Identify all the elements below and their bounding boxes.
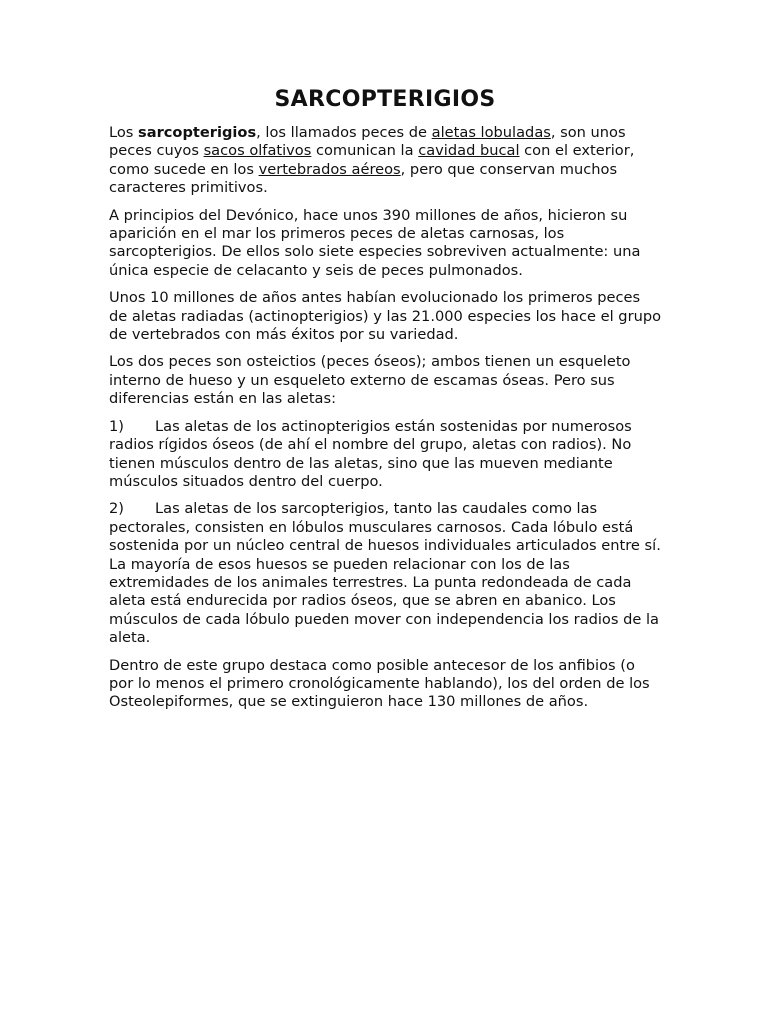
paragraph-actinopterigios: Unos 10 millones de años antes habían evolucionado los primeros peces de aletas radiadas (actinopterigios) y las 21.000 especies los hace el grupo de vertebrados con más éxitos por su variedad. [109,289,662,344]
document-page [109,84,661,721]
list-item-text: Las aletas de los actinopterigios están sostenidas por numerosos radios rígidos óseos (de ahí el nombre del grupo, aletas con radios). No tienen músculos dentro de las aletas, sino que las mueven mediante músculos situados dentro del cuerpo. [109,417,632,490]
intro-text: con el exterior, como sucede en los [109,142,635,178]
intro-text: Los [109,124,139,141]
intro-text: comunican la [311,142,419,160]
link-aletas-lobuladas[interactable]: aletas lobuladas [431,124,551,141]
link-sacos-olfativos[interactable]: sacos olfativos [203,142,312,160]
list-item-1 [109,418,661,492]
paragraph-osteolepiformes: Dentro de este grupo destaca como posible antecesor de los anfibios (o por lo menos el primero cronológicamente hablando), los del orden de los Osteolepiformes, que se extinguieron hace 130 millones de años. [109,656,650,711]
paragraph-osteictios: Los dos peces son osteictios (peces óseos); ambos tienen un esqueleto interno de hueso y un esqueleto externo de escamas óseas. Pero sus diferencias están en las aletas: [109,353,631,408]
list-item-2 [109,500,661,647]
link-cavidad-bucal[interactable]: cavidad bucal [418,142,520,160]
paragraph-devonico: A principios del Devónico, hace unos 390 millones de años, hicieron su aparición en el mar los primeros peces de aletas carnosas, los sarcopterigios. De ellos solo siete especies sobreviven actualmente: una única especie de celacanto y seis de peces pulmonados. [109,206,641,279]
intro-paragraph [109,124,661,198]
link-vertebrados-aereos[interactable]: vertebrados aéreos [258,160,401,178]
list-number: 2) [109,500,124,518]
list-number: 1) [109,417,124,435]
intro-text: , pero que conservan muchos caracteres primitivos. [109,160,618,197]
page-title: SARCOPTERIGIOS [274,87,496,112]
list-item-text: Las aletas de los sarcopterigios, tanto las caudales como las pectorales, consisten en lóbulos musculares carnosos. Cada lóbulo está sostenida por un núcleo central de huesos individuales articulados entre sí. La mayoría de esos huesos se pueden relacionar con los de las extremidades de los animales terrestres. La punta redondeada de cada aleta está endurecida por radios óseos, que se abren en abanico. Los músculos de cada lóbulo pueden mover con independencia los radios de la aleta. [109,500,661,647]
term-sarcopterigios: sarcopterigios [138,124,257,141]
intro-text: , son unos peces cuyos [109,124,626,160]
intro-text: , los llamados peces de [256,124,432,141]
